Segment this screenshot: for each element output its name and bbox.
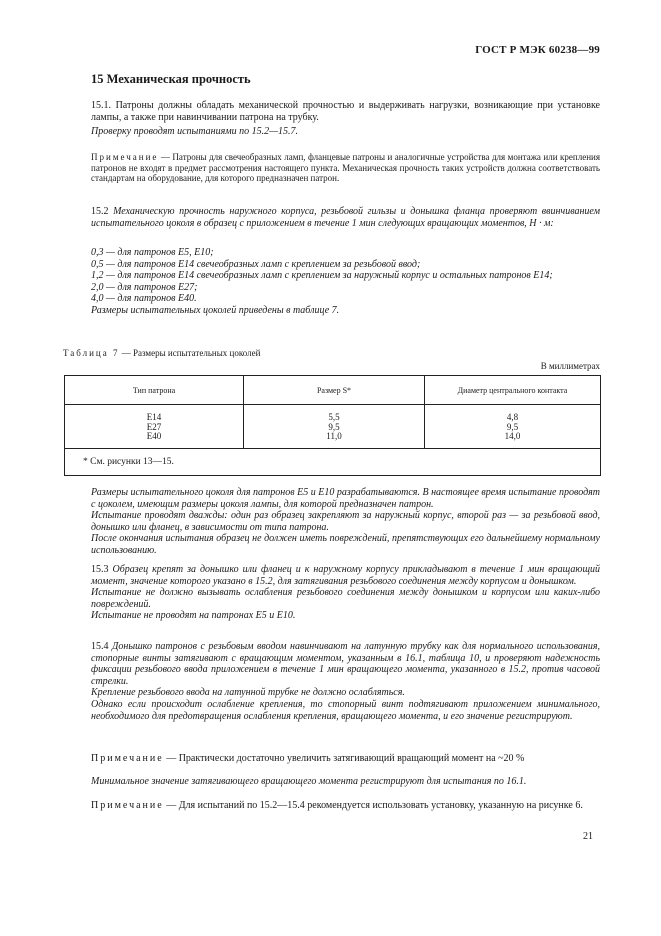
table-footnote-row xyxy=(65,448,601,475)
table-caption xyxy=(63,348,260,358)
text-15-3-b: Испытание не должно вызывать ослабления резьбового соединения между донышком и корпусом или каких-либо повреждений. xyxy=(91,587,600,610)
torque-item: 0,3 — для патронов Е5, Е10; xyxy=(91,247,214,258)
document-header: ГОСТ Р МЭК 60238—99 xyxy=(475,44,600,56)
torque-item: 1,2 — для патронов Е14 свечеобразных ламп с креплением за наружный корпус и остальных патронов Е14; xyxy=(91,270,553,282)
table-cell-size xyxy=(244,405,425,449)
column-header: Размер S* xyxy=(244,376,425,405)
torque-item: 0,5 — для патронов Е14 свечеобразных ламп с креплением за резьбовой ввод; xyxy=(91,258,421,270)
check-note: Проверку проводят испытаниями по 15.2—15.7. xyxy=(91,126,299,137)
section-title: 15 Механическая прочность xyxy=(91,72,251,86)
torque-item: 2,0 — для патронов Е27; xyxy=(91,281,198,293)
note-3-text: — Для испытаний по 15.2—15.4 рекомендуется использовать установку, указанную на рисунке 6. xyxy=(163,800,583,811)
cell-value: 5,5 xyxy=(328,412,340,422)
table-cell-type xyxy=(65,405,244,449)
table-cell-diameter xyxy=(425,405,601,449)
cell-value: 14,0 xyxy=(504,431,521,442)
table-caption-label: Таблица 7 xyxy=(63,348,120,358)
note-2 xyxy=(91,753,600,765)
paragraph-15-4 xyxy=(91,641,600,722)
table-footnote: * См. рисунки 13—15. xyxy=(65,448,601,475)
clause-number: 15.4 xyxy=(91,641,109,652)
min-value-text: Минимальное значение затягивающего вращающего момента регистрируют для испытания по 16.1. xyxy=(91,776,527,787)
cell-value: Е40 xyxy=(146,431,162,442)
column-header: Тип патрона xyxy=(65,376,244,405)
text-15-3: Образец крепят за донышко или фланец и к наружному корпусу прикладывают в течение 1 мин вращающий момент, значение которого указано в 15.2, для затягивания резьбового соединения между корпусом и донышком. xyxy=(91,564,601,587)
clause-number: 15.3 xyxy=(91,564,109,575)
test-cap-table xyxy=(64,375,601,476)
text-15-4: Донышко патронов с резьбовым вводом навинчивают на латунную трубку как для нормального использования, стопорные винты затягивают с вращающим моментом, указанным в 16.1, таблица 10, и проверяют надежность фиксации резьбового ввода приложением в течение 1 мин вращающего момента, указанного в 15.2, против часовой стрелки. xyxy=(91,641,601,687)
note-1-text: — Патроны для свечеобразных ламп, фланцевые патроны и аналогичные устройства для монтажа или крепления патронов не входят в предмет рассмотрения настоящего пункта. Механическая прочность таких устройств должна соответствовать стандартам на оборудование, для которого предназначен патрон. xyxy=(91,152,600,184)
clause-number: 15.2 xyxy=(91,206,109,217)
cell-value: Е14 xyxy=(146,412,162,422)
cell-value: 9,5 xyxy=(328,421,340,432)
after-table-paragraph: Испытание проводят дважды: один раз образец закрепляют за наружный корпус, второй раз — за резьбовой ввод, донышко или фланец, в зависимости от типа патрона. xyxy=(91,510,600,533)
text-15-4-b: Крепление резьбового ввода на латунной трубке не должно ослабляться. xyxy=(91,687,405,699)
note-label: Примечание xyxy=(91,152,159,162)
text-15-1: 15.1. Патроны должны обладать механической прочностью и выдерживать нагрузки, возникающие при установке лампы, а также при навинчивании патрона на трубку. xyxy=(91,100,600,123)
note-2-text: — Практически достаточно увеличить затягивающий вращающий момент на ~20 % xyxy=(163,753,525,764)
paragraph-15-1 xyxy=(91,100,600,123)
table-row xyxy=(65,405,601,449)
note-label: Примечание xyxy=(91,753,164,764)
paragraph-15-3 xyxy=(91,564,600,622)
cell-value: 9,5 xyxy=(506,421,519,432)
cell-value: Е27 xyxy=(146,421,162,432)
text-15-4-c: Однако если происходит ослабление крепления, то стопорный винт подтягивают приложением минимального, необходимого для предотвращения ослабления крепления, вращающего момента, и его значение регистрируют. xyxy=(91,698,600,722)
column-header: Диаметр центрального контакта xyxy=(425,376,601,405)
after-table-paragraph: Размеры испытательного цоколя для патронов Е5 и Е10 разрабатываются. В настоящее время испытание проводят с цоколем, имеющим размеры цоколя лампы, для которой предназначен патрон. xyxy=(91,487,600,510)
note-1 xyxy=(91,152,600,184)
text-15-3-c: Испытание не проводят на патронах Е5 и Е10. xyxy=(91,610,296,622)
torque-item: 4,0 — для патронов Е40. xyxy=(91,293,197,305)
cell-value: 11,0 xyxy=(326,431,342,442)
torque-list xyxy=(91,247,600,317)
cell-value: 4,8 xyxy=(506,412,519,422)
page-number: 21 xyxy=(583,831,593,842)
table-header-row xyxy=(65,376,601,405)
after-table-text xyxy=(91,487,600,557)
after-table-paragraph: После окончания испытания образец не должен иметь повреждений, препятствующих его дальнейшему нормальному использованию. xyxy=(91,533,600,556)
table-caption-text: — Размеры испытательных цоколей xyxy=(119,348,261,358)
paragraph-15-2 xyxy=(91,206,600,229)
text-15-2: Механическую прочность наружного корпуса, резьбовой гильзы и донышка фланца проверяют ввинчиванием испытательного цоколя в образец с приложением в течение 1 мин следующих вращающих моментов, Н · м: xyxy=(91,206,600,229)
note-label: Примечание xyxy=(91,800,164,811)
sizes-reference: Размеры испытательных цоколей приведены в таблице 7. xyxy=(91,304,340,316)
note-3 xyxy=(91,800,600,812)
table-units: В миллиметрах xyxy=(540,361,600,371)
